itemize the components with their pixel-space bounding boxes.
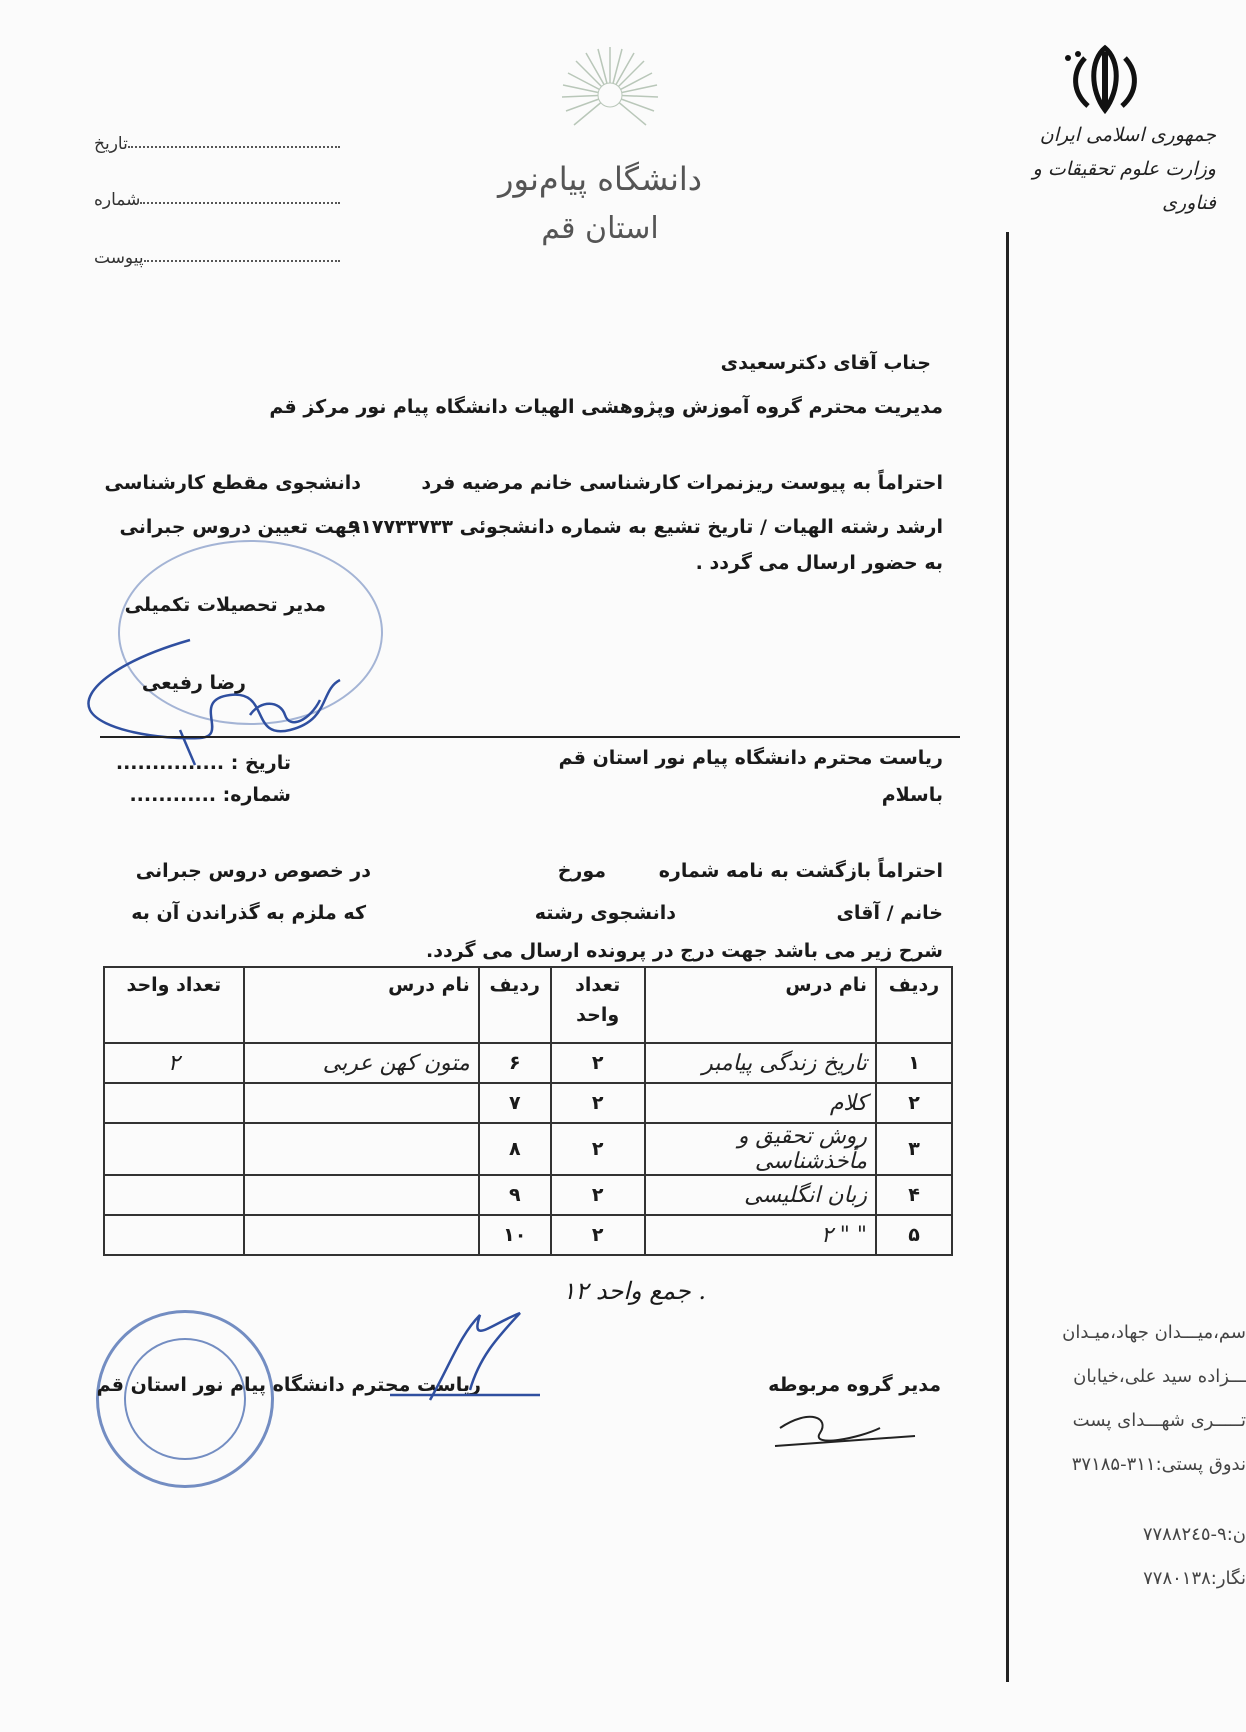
body2-line1-mid: مورخ bbox=[557, 860, 606, 882]
cell-name2: متون کهن عربی bbox=[244, 1043, 479, 1083]
number-field bbox=[90, 180, 340, 210]
address-line1: سم،میـــدان جهاد،میـدان bbox=[1062, 1322, 1246, 1343]
body1-line1-right: احتراماً به پیوست ریزنمرات کارشناسی خانم مرضیه فرد bbox=[421, 472, 943, 494]
address-line3: تـــــری شهـــدای پست bbox=[1072, 1410, 1246, 1431]
cell-name: تاریخ زندگی پیامبر bbox=[645, 1043, 876, 1083]
cell-no: ۴ bbox=[876, 1175, 952, 1215]
table-row bbox=[104, 1215, 952, 1255]
addressee-2: ریاست محترم دانشگاه پیام نور استان قم bbox=[558, 747, 943, 769]
body2-line2-right: خانم / آقای bbox=[836, 902, 943, 924]
attachment-label: پیوست bbox=[94, 248, 144, 268]
header-course-name: نام درس bbox=[645, 967, 876, 1043]
cell-units2 bbox=[104, 1123, 244, 1175]
cell-units2 bbox=[104, 1215, 244, 1255]
total-units-note: . جمع واحد ۱۲ bbox=[562, 1277, 706, 1305]
cell-no2: ۱۰ bbox=[479, 1215, 551, 1255]
cell-units: ۲ bbox=[551, 1083, 645, 1123]
table-header-row bbox=[104, 967, 952, 1043]
signer-title: مدیر تحصیلات تکمیلی bbox=[124, 594, 326, 616]
cell-no: ۲ bbox=[876, 1083, 952, 1123]
president-label: ریاست محترم دانشگاه پیام نور استان قم bbox=[96, 1374, 481, 1396]
number-label: شماره bbox=[94, 190, 141, 210]
greeting: باسلام bbox=[881, 784, 943, 806]
cell-name2 bbox=[244, 1123, 479, 1175]
cell-no2: ۸ bbox=[479, 1123, 551, 1175]
university-logo-icon bbox=[560, 45, 660, 145]
section-divider bbox=[100, 736, 960, 738]
header-units bbox=[551, 967, 645, 1043]
body2-line1-right: احتراماً بازگشت به نامه شماره bbox=[658, 860, 943, 882]
table-row bbox=[104, 1175, 952, 1215]
number-field-2: شماره: ............ bbox=[129, 784, 291, 806]
cell-name: کلام bbox=[645, 1083, 876, 1123]
cell-no: ۱ bbox=[876, 1043, 952, 1083]
ministry-header bbox=[996, 118, 1216, 220]
cell-units2 bbox=[104, 1083, 244, 1123]
date-label: تاریخ bbox=[94, 134, 128, 154]
header-row-no: ردیف bbox=[876, 967, 952, 1043]
university-province: استان قم bbox=[541, 211, 659, 246]
body1-line1-left: دانشجوی مقطع کارشناسی bbox=[104, 472, 361, 494]
body1-line2-left: جهت تعیین دروس جبرانی bbox=[119, 516, 361, 538]
table-row bbox=[104, 1123, 952, 1175]
cell-units2: ۲ bbox=[104, 1043, 244, 1083]
date-field bbox=[90, 124, 340, 154]
table-row bbox=[104, 1043, 952, 1083]
cell-name: " " ۲ bbox=[645, 1215, 876, 1255]
cell-no: ۵ bbox=[876, 1215, 952, 1255]
header-units-line1: تعداد bbox=[575, 974, 621, 996]
attachment-field bbox=[90, 238, 340, 268]
body1-line3: به حضور ارسال می گردد . bbox=[695, 552, 943, 574]
date-field-2: تاریخ : ............... bbox=[115, 752, 291, 774]
address-line6: نگار:۷۷۸۰۱۳۸ bbox=[1143, 1568, 1246, 1589]
cell-name2 bbox=[244, 1083, 479, 1123]
address-line4: ندوق پستی:۳۱۱-۳۷۱۸۵ bbox=[1071, 1454, 1246, 1475]
header-units-line2: واحد bbox=[576, 1004, 620, 1026]
signature-1-icon bbox=[80, 600, 380, 770]
signature-3-icon bbox=[390, 1295, 550, 1405]
body2-line2-mid: دانشجوی رشته bbox=[534, 902, 676, 924]
cell-name: روش تحقیق و مأخذشناسی bbox=[645, 1123, 876, 1175]
iran-emblem-icon bbox=[1050, 40, 1160, 120]
address-line5: ن:۹-۷۷۸۸۲٤٥ bbox=[1142, 1524, 1246, 1545]
body2-line2-left: که ملزم به گذراندن آن به bbox=[131, 902, 366, 924]
addressee-line1: جناب آقای دکترسعیدی bbox=[720, 352, 931, 374]
cell-name2 bbox=[244, 1175, 479, 1215]
body1-line2-right: ارشد رشته الهیات / تاریخ تشیع به شماره دانشجوئی ۹۱۷۷۳۳۷۳۳ bbox=[348, 516, 943, 538]
cell-no2: ۶ bbox=[479, 1043, 551, 1083]
cell-name: زبان انگلیسی bbox=[645, 1175, 876, 1215]
cell-no2: ۹ bbox=[479, 1175, 551, 1215]
address-line2: ـــزاده سید علی،خیابان bbox=[1073, 1366, 1246, 1387]
body2-line1-left: در خصوص دروس جبرانی bbox=[135, 860, 371, 882]
signer-name: رضا رفیعی bbox=[141, 672, 246, 694]
header-units-2: تعداد واحد bbox=[104, 967, 244, 1043]
ministry-line2: وزارت علوم تحقیقات و فناوری bbox=[1032, 158, 1216, 214]
addressee-line2: مدیریت محترم گروه آموزش وپژوهشی الهیات دانشگاه پیام نور مرکز قم bbox=[269, 396, 943, 418]
cell-name2 bbox=[244, 1215, 479, 1255]
cell-units: ۲ bbox=[551, 1123, 645, 1175]
cell-units2 bbox=[104, 1175, 244, 1215]
table-row bbox=[104, 1083, 952, 1123]
courses-table bbox=[103, 966, 953, 1256]
signature-2-icon bbox=[770, 1398, 920, 1458]
body2-line3: شرح زیر می باشد جهت درج در پرونده ارسال می گردد. bbox=[426, 940, 943, 962]
date-dots bbox=[128, 146, 340, 148]
cell-no: ۳ bbox=[876, 1123, 952, 1175]
header-row-no-2: ردیف bbox=[479, 967, 551, 1043]
cell-no2: ۷ bbox=[479, 1083, 551, 1123]
group-manager-label: مدیر گروه مربوطه bbox=[768, 1374, 941, 1396]
header-course-name-2: نام درس bbox=[244, 967, 479, 1043]
number-dots bbox=[140, 202, 340, 204]
ministry-line1: جمهوری اسلامی ایران bbox=[1039, 124, 1216, 146]
cell-units: ۲ bbox=[551, 1215, 645, 1255]
attachment-dots bbox=[144, 260, 340, 262]
cell-units: ۲ bbox=[551, 1175, 645, 1215]
cell-units: ۲ bbox=[551, 1043, 645, 1083]
university-name: دانشگاه پیام‌نور bbox=[498, 160, 702, 198]
